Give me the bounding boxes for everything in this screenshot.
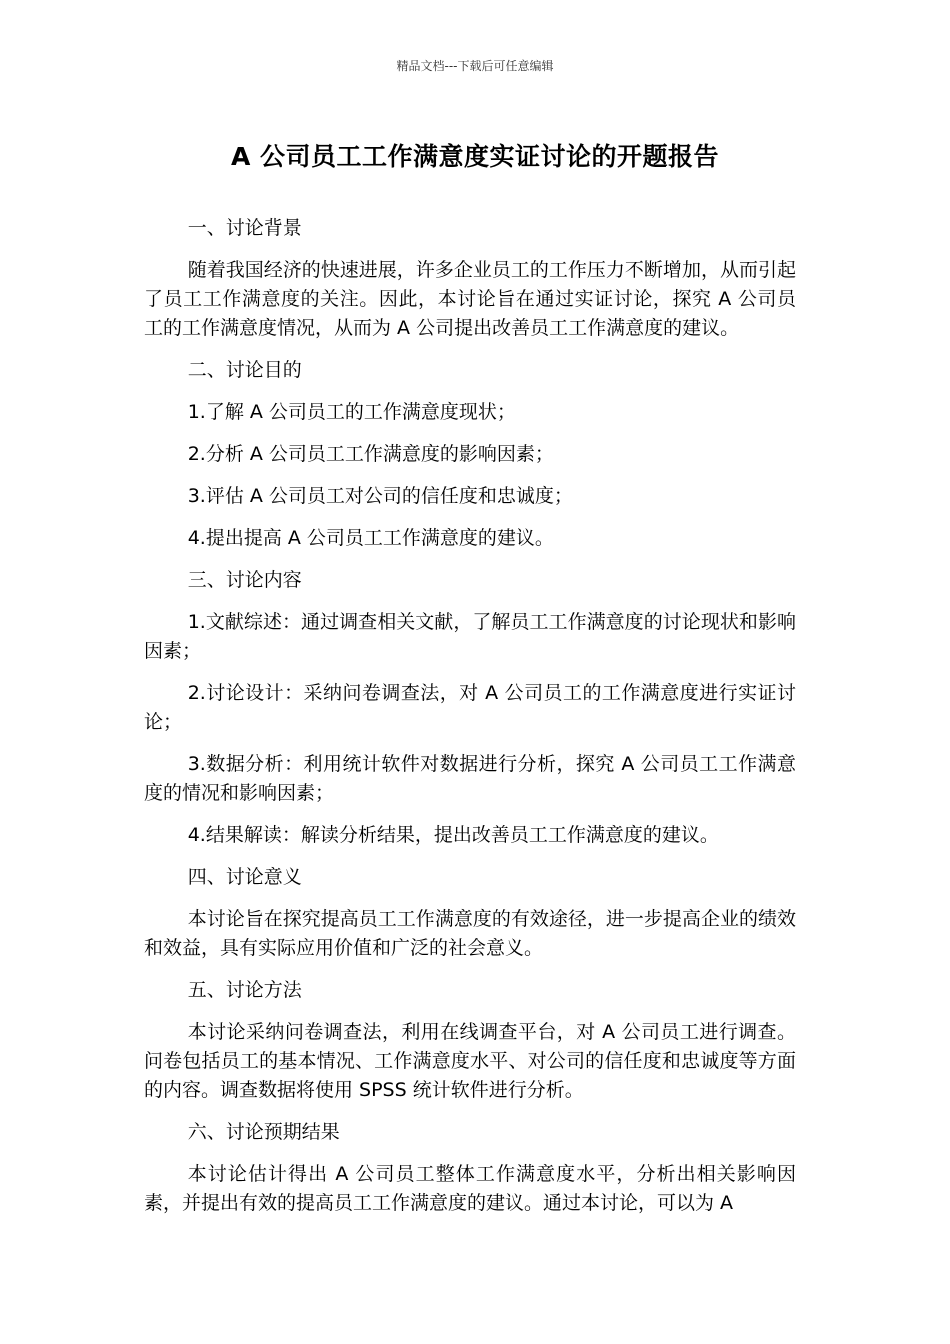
content-item-4: 4.结果解读：解读分析结果，提出改善员工工作满意度的建议。: [187, 824, 719, 846]
significance-paragraph: 本讨论旨在探究提高员工工作满意度的有效途径，进一步提高企业的绩效和效益，具有实际应用价值和广泛的社会意义。: [144, 908, 796, 959]
section-heading-method: 五、讨论方法: [187, 979, 302, 1001]
purpose-item-2: 2.分析 A 公司员工工作满意度的影响因素；: [187, 443, 554, 465]
section-heading-content: 三、讨论内容: [187, 569, 302, 591]
content-item-2: 2.讨论设计：采纳问卷调查法，对 A 公司员工的工作满意度进行实证讨论；: [144, 682, 796, 733]
purpose-item-3: 3.评估 A 公司员工对公司的信任度和忠诚度；: [187, 485, 573, 507]
content-item-3: 3.数据分析：利用统计软件对数据进行分析，探究 A 公司员工工作满意度的情况和影响因素；: [144, 753, 796, 804]
page-header-note: 精品文档---下载后可任意编辑: [396, 59, 554, 73]
section-heading-expected: 六、讨论预期结果: [187, 1121, 340, 1143]
expected-paragraph: 本讨论估计得出 A 公司员工整体工作满意度水平，分析出相关影响因素，并提出有效的提高员工工作满意度的建议。通过本讨论，可以为 A: [144, 1163, 796, 1214]
document-title: A 公司员工工作满意度实证讨论的开题报告: [230, 142, 720, 171]
content-item-1: 1.文献综述：通过调查相关文献，了解员工工作满意度的讨论现状和影响因素；: [144, 611, 796, 662]
purpose-item-1: 1.了解 A 公司员工的工作满意度现状；: [187, 401, 516, 423]
section-heading-purpose: 二、讨论目的: [187, 359, 302, 381]
background-paragraph: 随着我国经济的快速进展，许多企业员工的工作压力不断增加，从而引起了员工工作满意度的关注。因此，本讨论旨在通过实证讨论，探究 A 公司员工的工作满意度情况，从而为 A 公司提出改善员工工作满意度的建议。: [144, 259, 796, 339]
purpose-item-4: 4.提出提高 A 公司员工工作满意度的建议。: [187, 527, 554, 549]
document-body: [144, 214, 796, 1231]
section-heading-background: 一、讨论背景: [187, 217, 302, 239]
section-heading-significance: 四、讨论意义: [187, 866, 302, 888]
method-paragraph: 本讨论采纳问卷调查法，利用在线调查平台，对 A 公司员工进行调查。问卷包括员工的基本情况、工作满意度水平、对公司的信任度和忠诚度等方面的内容。调查数据将使用 SPSS 统计软件进行分析。: [144, 1021, 796, 1101]
